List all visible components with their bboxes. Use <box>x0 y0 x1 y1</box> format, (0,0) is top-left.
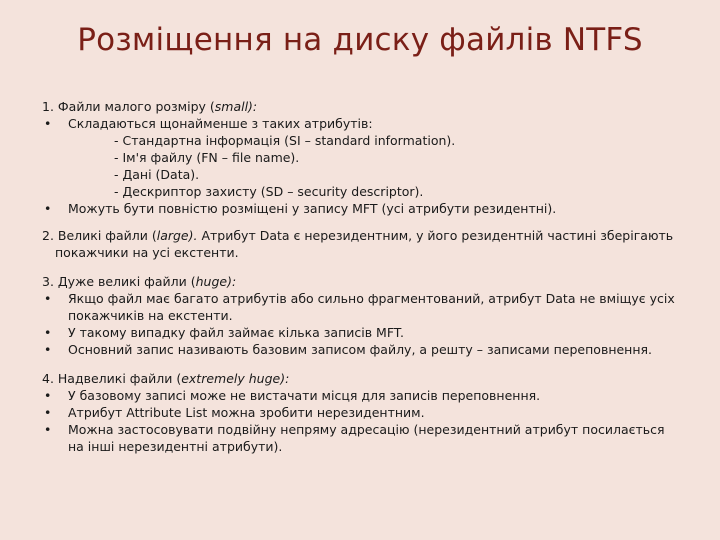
bullet-dot: • <box>44 201 52 216</box>
section-huge-prefix: 3. Дуже великі файли ( <box>42 274 196 289</box>
section-large-term: large). <box>156 228 198 243</box>
bullet-dot: • <box>44 116 52 131</box>
bullet-item <box>42 421 682 455</box>
bullet-item <box>42 290 682 324</box>
section-huge-heading <box>42 273 682 290</box>
bullet-text: Можуть бути повністю розміщені у запису MFT (усі атрибути резидентні). <box>68 201 557 216</box>
bullet-text: У базовому записі може не вистачати місця для записів переповнення. <box>68 388 541 403</box>
bullet-item <box>42 404 682 421</box>
section-large-heading <box>42 227 682 261</box>
slide-content <box>42 98 682 455</box>
bullet-item <box>42 115 682 132</box>
bullet-text: Можна застосовувати подвійну непряму адресацію (нерезидентний атрибут посилається на інші нерезидентні атрибути). <box>68 422 665 454</box>
bullet-text: У такому випадку файл займає кілька записів MFT. <box>68 325 404 340</box>
bullet-item <box>42 200 682 217</box>
section-small-term: small): <box>214 99 258 114</box>
sub-item: - Стандартна інформація (SI – standard information). <box>114 133 456 148</box>
sub-item: - Дескриптор захисту (SD – security descriptor). <box>114 184 424 199</box>
bullet-item <box>42 324 682 341</box>
bullet-text: Складаються щонайменше з таких атрибутів: <box>68 116 373 131</box>
section-small-heading <box>42 98 682 115</box>
bullet-text: Основний запис називають базовим записом файлу, а решту – записами переповнення. <box>68 342 653 357</box>
bullet-item <box>42 341 682 358</box>
section-large-text: Атрибут Data є нерезидентним, у його резидентній частині зберігають покажчики на усі екстенти. <box>55 228 674 260</box>
bullet-dot: • <box>44 422 52 437</box>
slide-title: Розміщення на диску файлів NTFS <box>77 22 643 58</box>
bullet-dot: • <box>44 342 52 357</box>
section-extreme-prefix: 4. Надвеликі файли ( <box>42 371 182 386</box>
section-extreme-heading <box>42 370 682 387</box>
bullet-text: Атрибут Attribute List можна зробити нерезидентним. <box>68 405 425 420</box>
bullet-dot: • <box>44 405 52 420</box>
bullet-item <box>42 387 682 404</box>
section-small-prefix: 1. Файли малого розміру ( <box>42 99 215 114</box>
bullet-dot: • <box>44 291 52 306</box>
sub-item: - Дані (Data). <box>114 167 200 182</box>
section-extreme-term: extremely huge): <box>181 371 290 386</box>
sub-item: - Ім'я файлу (FN – file name). <box>114 150 300 165</box>
bullet-text: Якщо файл має багато атрибутів або сильно фрагментований, атрибут Data не вміщує усіх покажчиків на екстенти. <box>68 291 675 323</box>
bullet-dot: • <box>44 325 52 340</box>
section-large-prefix: 2. Великі файли ( <box>42 228 157 243</box>
section-huge-term: huge): <box>195 274 237 289</box>
bullet-dot: • <box>44 388 52 403</box>
